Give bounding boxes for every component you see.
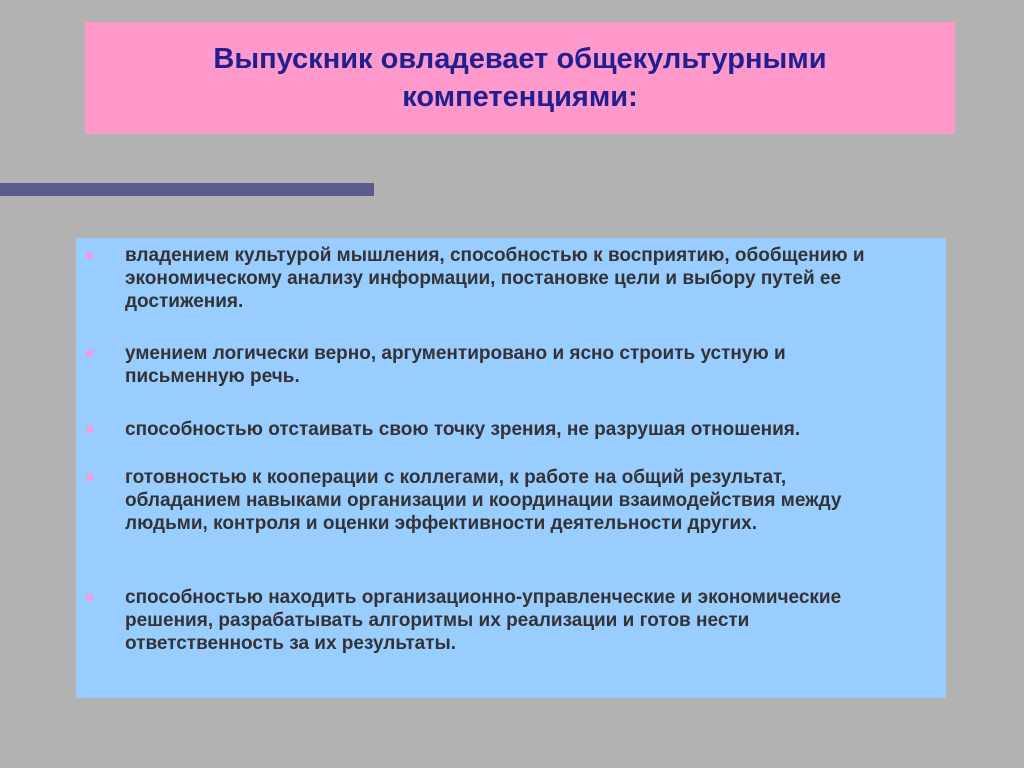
square-bullet-icon (86, 426, 93, 433)
bullet-text: способностью отстаивать свою точку зрения, не разрушая отношения. (125, 419, 801, 440)
bullet-text: готовностью к кооперации с коллегами, к работе на общий результат, обладанием навыками организации и координации взаимодействия между людьми, контроля и оценки эффективности деятельности других. (125, 467, 842, 534)
title-box (85, 22, 955, 134)
slide-title: Выпускник овладевает общекультурными компетенциями: (213, 43, 827, 113)
square-bullet-icon (86, 594, 93, 601)
bullet-text: владением культурой мышления, способностью к восприятию, обобщению и экономическому анализу информации, постановке цели и выбору путей ее достижения. (125, 245, 865, 312)
bullet-text: умением логически верно, аргументировано и ясно строить устную и письменную речь. (125, 343, 786, 387)
square-bullet-icon (86, 252, 93, 259)
bullet-text: способностью находить организационно-управленческие и экономические решения, разрабатывать алгоритмы их реализации и готов нести ответственность за их результаты. (125, 587, 842, 654)
square-bullet-icon (86, 474, 93, 481)
list-item (86, 418, 904, 441)
list-item (86, 342, 904, 388)
list-item (86, 244, 904, 313)
list-item (86, 586, 904, 655)
accent-bar (0, 183, 374, 196)
list-item (86, 466, 904, 535)
content-box (76, 238, 946, 698)
square-bullet-icon (86, 350, 93, 357)
